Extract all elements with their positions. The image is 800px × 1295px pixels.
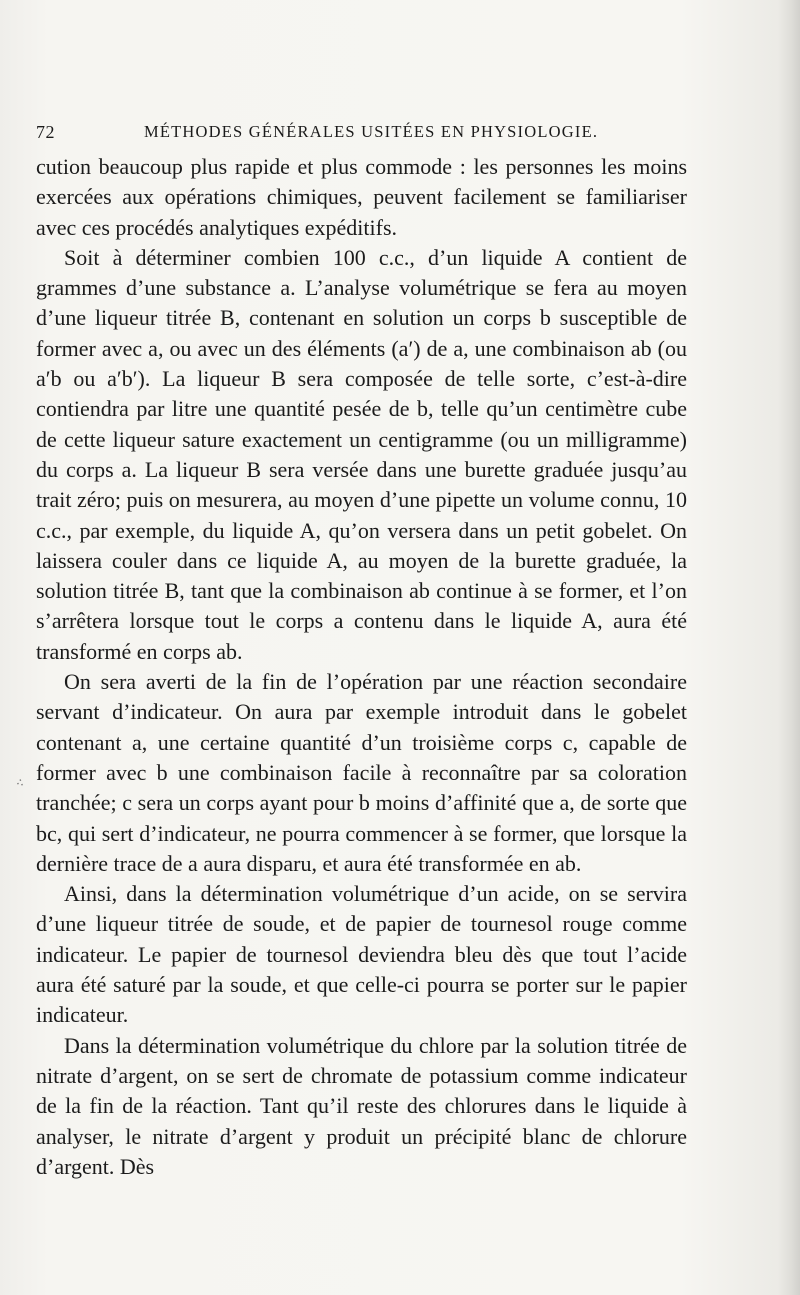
body-text [36,152,687,1182]
paragraph-5: Dans la détermination volumétrique du chlore par la solution titrée de nitrate d’argent, on se sert de chromate de potassium comme indicateur de la fin de la réaction. Tant qu’il reste des chlorures dans le liquide à analyser, le nitrate d’argent y produit un précipité blanc de chlorure d’argent. Dès [36,1032,687,1179]
paragraph-4: Ainsi, dans la détermination volumétrique d’un acide, on se servira d’une liqueur titrée de soude, et de papier de tournesol rouge comme indicateur. Le papier de tournesol deviendra bleu dès que tout l’acide aura été saturé par la soude, et que celle-ci pourra se porter sur le papier indicateur. [36,881,687,1028]
margin-mark: ⁖ [13,776,27,793]
running-head [36,122,686,148]
paragraph-1: cution beaucoup plus rapide et plus commode : les personnes les moins exercées aux opérations chimiques, peuvent facilement se familiariser avec ces procédés analytiques expéditifs. [36,154,687,240]
running-title: MÉTHODES GÉNÉRALES USITÉES EN PHYSIOLOGIE. [144,122,599,141]
paragraph-2: Soit à déterminer combien 100 c.c., d’un liquide A contient de grammes d’une substance a. L’analyse volumétrique se fera au moyen d’une liqueur titrée B, contenant en solution un corps b susceptible de former avec a, ou avec un des éléments (a′) de a, une combinaison ab (ou a′b ou a′b′). La liqueur B sera composée de telle sorte, c’est-à-dire contiendra par litre une quantité pesée de b, telle qu’un centimètre cube de cette liqueur sature exactement un centigramme (ou un milligramme) du corps a. La liqueur B sera versée dans une burette graduée jusqu’au trait zéro; puis on mesurera, au moyen d’une pipette un volume connu, 10 c.c., par exemple, du liquide A, qu’on versera dans un petit gobelet. On laissera couler dans ce liquide A, au moyen de la burette graduée, la solution titrée B, tant que la combinaison ab continue à se former, et l’on s’arrêtera lorsque tout le corps a contenu dans le liquide A, aura été transformé en corps ab. [36,244,687,664]
page-number: 72 [36,122,55,142]
paragraph-3: On sera averti de la fin de l’opération par une réaction secondaire servant d’indicateur. On aura par exemple introduit dans le gobelet contenant a, une certaine quantité d’un troisième corps c, capable de former avec b une combinaison facile à reconnaître par sa coloration tranchée; c sera un corps ayant pour b moins d’affinité que a, de sorte que bc, qui sert d’indicateur, ne pourra commencer à se former, que lorsque la dernière trace de a aura disparu, et aura été transformée en ab. [36,669,687,876]
page-edge-shadow [778,0,800,1295]
